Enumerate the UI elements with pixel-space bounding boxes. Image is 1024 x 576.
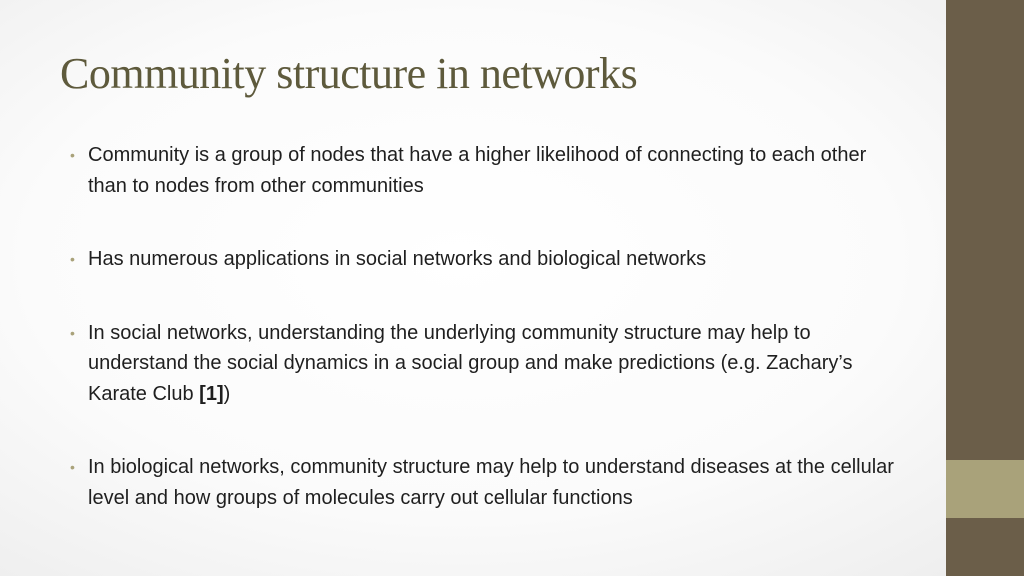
slide-title: Community structure in networks bbox=[60, 49, 638, 98]
bullet-dot-icon: • bbox=[70, 324, 75, 341]
bullet-dot-icon: • bbox=[70, 147, 75, 163]
bullet-dot-icon: • bbox=[70, 251, 75, 267]
reference-citation: [1] bbox=[199, 382, 224, 405]
bullet-item bbox=[70, 452, 910, 513]
decorative-sidebar bbox=[946, 0, 1024, 576]
sidebar-accent-block bbox=[946, 460, 1024, 518]
bullet-text-closing: ) bbox=[223, 382, 231, 405]
bullet-dot-icon: • bbox=[70, 459, 75, 475]
bullet-item bbox=[70, 244, 910, 275]
bullet-text: In biological networks, community structure may help to understand diseases at the cellular level and how groups of molecules carry out cellular functions bbox=[88, 456, 894, 509]
bullet-item bbox=[70, 140, 910, 201]
bullet-list bbox=[70, 140, 910, 556]
bullet-text: Community is a group of nodes that have a higher likelihood of connecting to each other than to nodes from other communities bbox=[88, 144, 867, 197]
bullet-text: Has numerous applications in social networks and biological networks bbox=[88, 248, 707, 270]
bullet-item bbox=[70, 318, 910, 410]
bullet-text: In social networks, understanding the underlying community structure may help to understand the social dynamics in a social group and make predictions (e.g. Zachary’s Karate Club bbox=[88, 321, 853, 405]
